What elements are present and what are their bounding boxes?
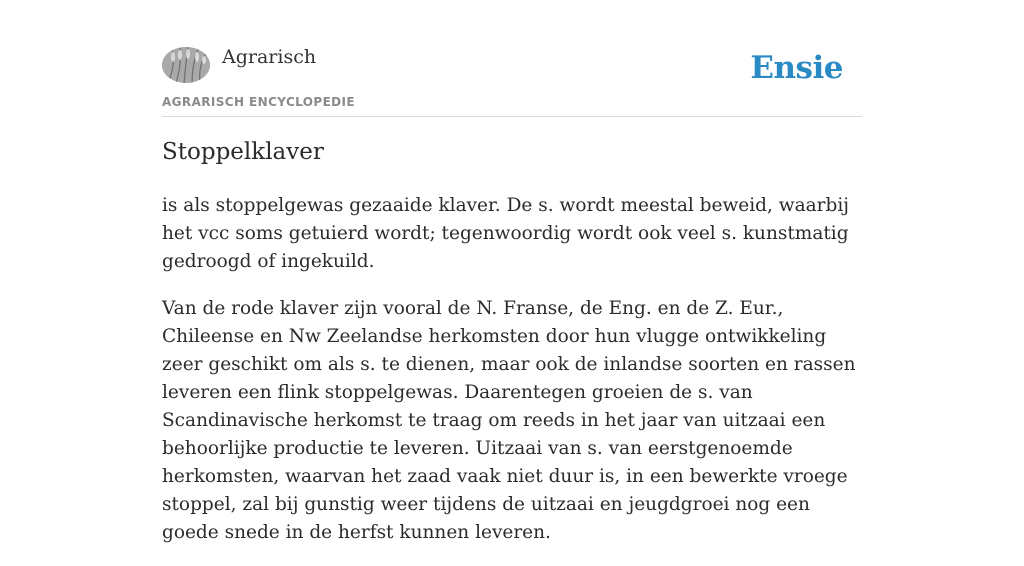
paragraph: Van de rode klaver zijn vooral de N. Franse, de Eng. en de Z. Eur., Chileense en Nw Zeelandse herkomsten door hun vlugge ontwikkeling zeer geschikt om als s. te dienen, maar ook de inlandse soorten en rassen leveren een flink stoppelgewas. Daarentegen groeien de s. van Scandinavische herkomst te traag om reeds in het jaar van uitzaai een behoorlijke productie te leveren. Uitzaai van s. van eerstgenoemde herkomsten, waarvan het zaad vaak niet duur is, in een bewerkte vroege stoppel, zal bij gunstig weer tijdens de uitzaai en jeugdgroei nog een goede snede in de herfst kunnen leveren.	[162, 298, 856, 543]
paragraph: is als stoppelgewas gezaaide klaver. De s. wordt meestal beweid, waarbij het vcc soms getuierd wordt; tegenwoordig wordt ook veel s. kunstmatig gedroogd of ingekuild.	[162, 195, 849, 272]
source-subtitle[interactable]: AGRARISCH ENCYCLOPEDIE	[162, 95, 355, 109]
wheat-icon	[162, 47, 210, 83]
page-title: Stoppelklaver	[162, 139, 324, 165]
brand-logo[interactable]: Ensie	[750, 50, 843, 86]
source-name[interactable]: Agrarisch	[222, 46, 317, 68]
source-logo[interactable]	[162, 47, 210, 83]
article-body	[162, 192, 862, 566]
header	[162, 0, 862, 117]
page	[162, 0, 862, 543]
